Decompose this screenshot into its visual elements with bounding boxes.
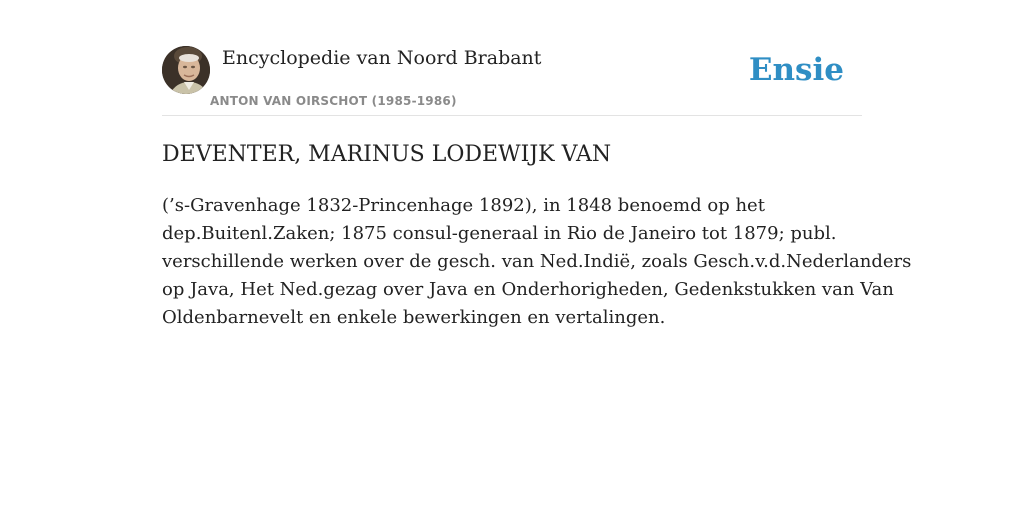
author-portrait-image bbox=[162, 46, 210, 94]
entry-body-line: (’s-Gravenhage 1832-Princenhage 1892), in 1848 benoemd op het bbox=[162, 195, 765, 216]
entry-body-line: dep.Buitenl.Zaken; 1875 consul-generaal in Rio de Janeiro tot 1879; publ. bbox=[162, 223, 837, 244]
entry-body bbox=[162, 192, 912, 332]
source-header bbox=[162, 46, 862, 116]
entry-title: DEVENTER, MARINUS LODEWIJK VAN bbox=[162, 142, 612, 167]
entry-body-line: verschillende werken over de gesch. van Ned.Indië, zoals Gesch.v.d.Nederlanders bbox=[162, 251, 912, 272]
author-name[interactable]: ANTON VAN OIRSCHOT (1985-1986) bbox=[210, 94, 457, 108]
entry-body-line: Oldenbarnevelt en enkele bewerkingen en vertalingen. bbox=[162, 307, 666, 328]
entry-body-line: op Java, Het Ned.gezag over Java en Onderhorigheden, Gedenkstukken van Van bbox=[162, 279, 894, 300]
source-title[interactable]: Encyclopedie van Noord Brabant bbox=[222, 47, 542, 69]
author-avatar bbox=[162, 46, 210, 94]
ensie-logo[interactable]: Ensie bbox=[748, 52, 844, 88]
